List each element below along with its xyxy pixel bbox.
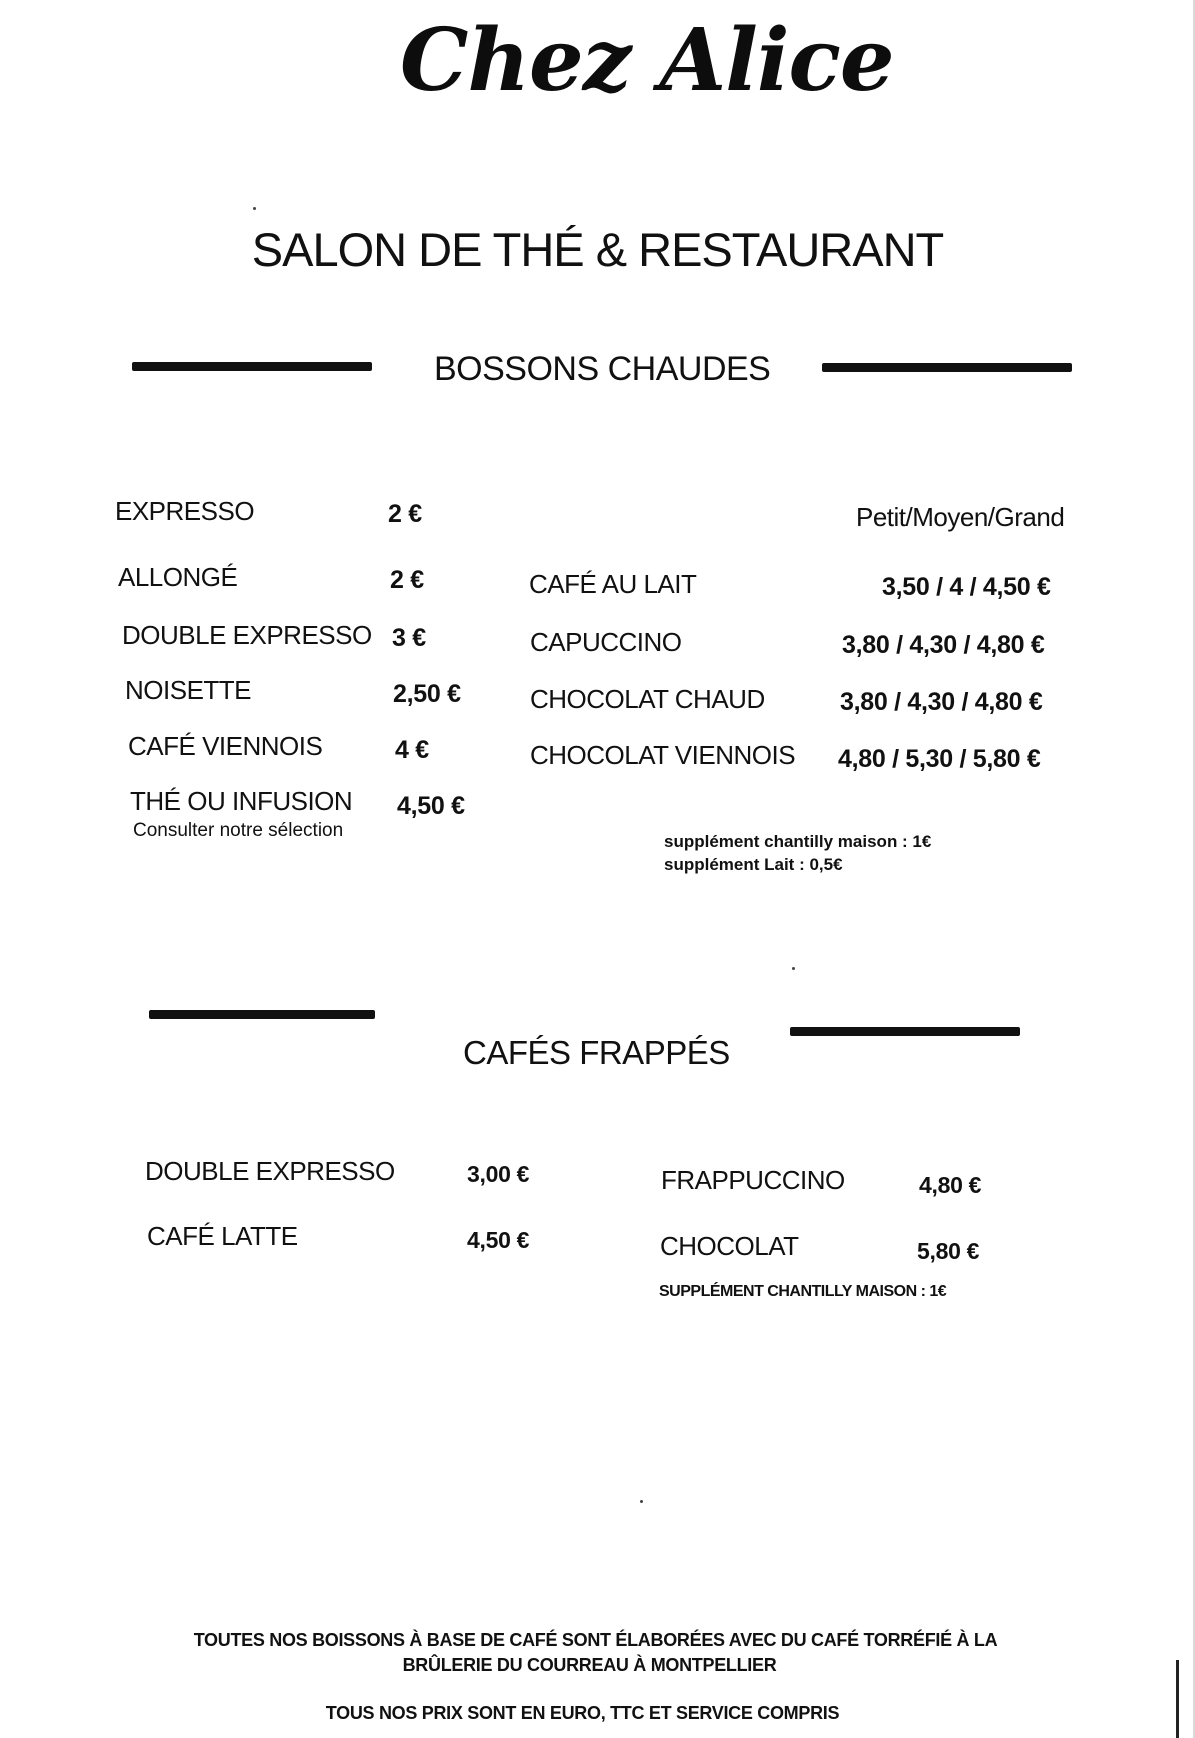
- supplement-note: supplément chantilly maison : 1€: [664, 832, 932, 851]
- section-title-iced-coffees: CAFÉS FRAPPÉS: [463, 1034, 730, 1071]
- speck: [640, 1500, 643, 1503]
- menu-item-note: Consulter notre sélection: [133, 820, 344, 841]
- menu-item-name: EXPRESSO: [115, 496, 255, 526]
- menu-item-name: CHOCOLAT CHAUD: [530, 684, 765, 714]
- footer-line: TOUTES NOS BOISSONS À BASE DE CAFÉ SONT ÉLABORÉES AVEC DU CAFÉ TORRÉFIÉ À LA: [193, 1630, 998, 1650]
- speck: [792, 967, 795, 970]
- divider-rule-right: [822, 363, 1072, 372]
- menu-item-price: 4,80 €: [919, 1172, 982, 1198]
- size-header: Petit/Moyen/Grand: [856, 502, 1065, 532]
- menu-item-name: CAFÉ VIENNOIS: [128, 731, 323, 761]
- menu-item-price: 4,50 €: [397, 792, 465, 820]
- menu-item-name: CHOCOLAT VIENNOIS: [530, 740, 796, 770]
- menu-item-price: 2,50 €: [393, 680, 461, 708]
- menu-item-price: 4,50 €: [467, 1227, 530, 1253]
- supplement-note: supplément Lait : 0,5€: [664, 855, 843, 874]
- menu-item-price: 3 €: [392, 624, 426, 652]
- brand-logo: Chez Alice: [400, 10, 894, 111]
- menu-item-name: CAFÉ LATTE: [147, 1221, 298, 1251]
- menu-item-price: 4,80 / 5,30 / 5,80 €: [838, 745, 1041, 773]
- menu-item-name: DOUBLE EXPRESSO: [145, 1156, 395, 1186]
- footer-line: TOUS NOS PRIX SONT EN EURO, TTC ET SERVICE COMPRIS: [325, 1703, 840, 1723]
- footer-line: BRÛLERIE DU COURREAU À MONTPELLIER: [402, 1655, 777, 1675]
- menu-item-price: 2 €: [388, 500, 422, 528]
- section-title-hot-drinks: BOSSONS CHAUDES: [434, 350, 771, 388]
- menu-item-name: DOUBLE EXPRESSO: [122, 620, 372, 650]
- menu-item-price: 5,80 €: [917, 1238, 980, 1264]
- divider-rule-right: [790, 1027, 1020, 1036]
- speck: [253, 207, 256, 210]
- page-edge-mark: [1176, 1660, 1179, 1738]
- menu-item-name: THÉ OU INFUSION: [130, 786, 353, 816]
- menu-item-name: CHOCOLAT: [660, 1231, 799, 1261]
- supplement-note: SUPPLÉMENT CHANTILLY MAISON : 1€: [659, 1283, 947, 1300]
- menu-item-name: ALLONGÉ: [118, 562, 238, 592]
- menu-item-price: 2 €: [390, 566, 424, 594]
- menu-item-name: CAPUCCINO: [530, 627, 682, 657]
- menu-item-price: 4 €: [395, 736, 429, 764]
- menu-item-name: CAFÉ AU LAIT: [529, 569, 697, 599]
- menu-item-price: 3,00 €: [467, 1161, 530, 1187]
- divider-rule-left: [132, 362, 372, 371]
- menu-item-price: 3,80 / 4,30 / 4,80 €: [840, 688, 1043, 716]
- menu-item-price: 3,80 / 4,30 / 4,80 €: [842, 631, 1045, 659]
- menu-item-price: 3,50 / 4 / 4,50 €: [882, 573, 1051, 601]
- page-subtitle: SALON DE THÉ & RESTAURANT: [251, 223, 944, 276]
- menu-item-name: NOISETTE: [125, 675, 252, 705]
- menu-item-name: FRAPPUCCINO: [661, 1165, 845, 1195]
- divider-rule-left: [149, 1010, 375, 1019]
